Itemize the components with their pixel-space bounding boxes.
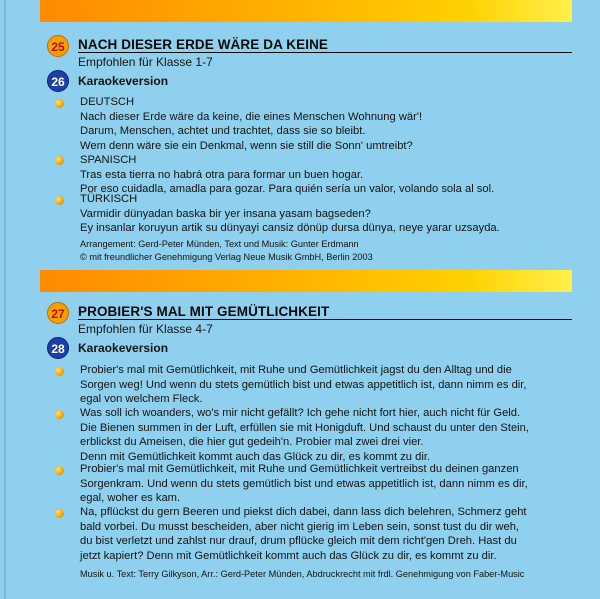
title-underline	[78, 52, 572, 53]
bullet-icon	[55, 196, 64, 205]
karaoke-track-badge: 26	[47, 70, 69, 92]
verse-line: erblickst du Ameisen, die hier gut gedeih'n. Probier mal zwei drei vier.	[80, 436, 424, 448]
verse-line: du bist verletzt und zahlst nur drauf, drum pflücke gleich mit dem richt'gen Dreh. Hast du	[80, 535, 517, 547]
verse-line: Was soll ich woanders, wo's mir nicht gefällt? Ich gehe nicht fort hier, auch nicht für Geld.	[80, 407, 521, 419]
title-underline	[78, 319, 572, 320]
karaoke-label: Karaokeversion	[78, 74, 169, 88]
page-fold	[4, 0, 6, 599]
verse-line: Die Bienen summen in der Luft, erfüllen sie mit Honigduft. Und schaust du unter den Stein,	[80, 421, 529, 434]
verse-line: jetzt kapiert? Denn mit Gemütlichkeit kommt auch das Glück zu dir, es kommt zu dir.	[80, 549, 497, 562]
bullet-icon	[55, 509, 64, 518]
karaoke-track-badge: 28	[47, 337, 69, 359]
verse-line: Ey insanlar koruyun artik su dünyayi cansiz dönüp dursa dünya, neye yarar uzsayda.	[80, 222, 500, 234]
credit-line: Musik u. Text: Terry Gilkyson, Arr.: Gerd-Peter Münden, Abdruckrecht mit frdl. Genehmigung von Faber-Music	[80, 569, 525, 579]
bullet-icon	[55, 367, 64, 376]
verse-line: Probier's mal mit Gemütlichkeit, mit Ruhe und Gemütlichkeit jagst du den Alltag und die	[80, 364, 512, 376]
header-bar-middle	[40, 270, 572, 292]
grade-recommendation: Empfohlen für Klasse 4-7	[78, 322, 213, 336]
verse-line: Wem denn wäre sie ein Denkmal, wenn sie still die Sonn' umtreibt?	[80, 139, 413, 152]
bullet-icon	[55, 410, 64, 419]
header-bar-top	[40, 0, 572, 22]
bullet-icon	[55, 466, 64, 475]
verse-line: Tras esta tierra no habrá otra para formar un buen hogar.	[80, 168, 364, 181]
credit-line: Arrangement: Gerd-Peter Münden, Text und Musik: Gunter Erdmann	[80, 239, 359, 249]
verse-spanisch	[80, 153, 494, 197]
credit-line: © mit freundlicher Genehmigung Verlag Neue Musik GmbH, Berlin 2003	[80, 252, 373, 262]
verse-line: Varmidir dünyadan baska bir yer insana yasam bagseden?	[80, 207, 371, 220]
song-title: NACH DIESER ERDE WÄRE DA KEINE	[78, 37, 329, 52]
verse-deutsch	[80, 95, 422, 153]
karaoke-label: Karaokeversion	[78, 341, 169, 355]
verse-line: Sorgen weg! Und wenn du stets gemütlich bist und etwas appetitlich ist, dann nimm es dir,	[80, 378, 527, 391]
verse-line: egal von welchem Fleck.	[80, 393, 203, 405]
verse-line: Sorgenkram. Und wenn du stets gemütlich bist und etwas appetitlich ist, dann nimm es dir,	[80, 477, 528, 490]
verse-line: egal, woher es kam.	[80, 492, 181, 504]
song-credits	[80, 238, 373, 264]
verse	[80, 406, 529, 464]
verse-line: Na, pflückst du gern Beeren und piekst dich dabei, dann lass dich belehren, Schmerz geht	[80, 506, 527, 518]
verse-line: bald vorbei. Du musst bescheiden, aber nicht gierig im Leben sein, sonst tust du dir weh,	[80, 520, 520, 533]
song-title: PROBIER'S MAL MIT GEMÜTLICHKEIT	[78, 304, 330, 319]
track-number-badge: 27	[47, 302, 69, 324]
verse	[80, 505, 527, 563]
verse-tuerkisch	[80, 192, 500, 236]
song-credits	[80, 568, 524, 581]
bullet-icon	[55, 99, 64, 108]
verse-line: Por eso cuidadla, amadla para gozar. Para quién sería un valor, volando sola al sol.	[80, 183, 495, 195]
verse	[80, 363, 527, 407]
verse-line: TÜRKISCH	[80, 193, 138, 205]
verse-line: Darum, Menschen, achtet und trachtet, dass sie so bleibt.	[80, 125, 366, 137]
grade-recommendation: Empfohlen für Klasse 1-7	[78, 55, 213, 69]
verse-line: SPANISCH	[80, 154, 137, 166]
track-number-badge: 25	[47, 35, 69, 57]
verse-line: Nach dieser Erde wäre da keine, die eines Menschen Wohnung wär'!	[80, 110, 423, 123]
verse-line: Denn mit Gemütlichkeit kommt auch das Glück zu dir, es kommt zu dir.	[80, 450, 431, 463]
verse-line: DEUTSCH	[80, 96, 135, 108]
verse	[80, 462, 528, 506]
verse-line: Probier's mal mit Gemütlichkeit, mit Ruhe und Gemütlichkeit vertreibst du deinen ganzen	[80, 463, 519, 475]
bullet-icon	[55, 156, 64, 165]
